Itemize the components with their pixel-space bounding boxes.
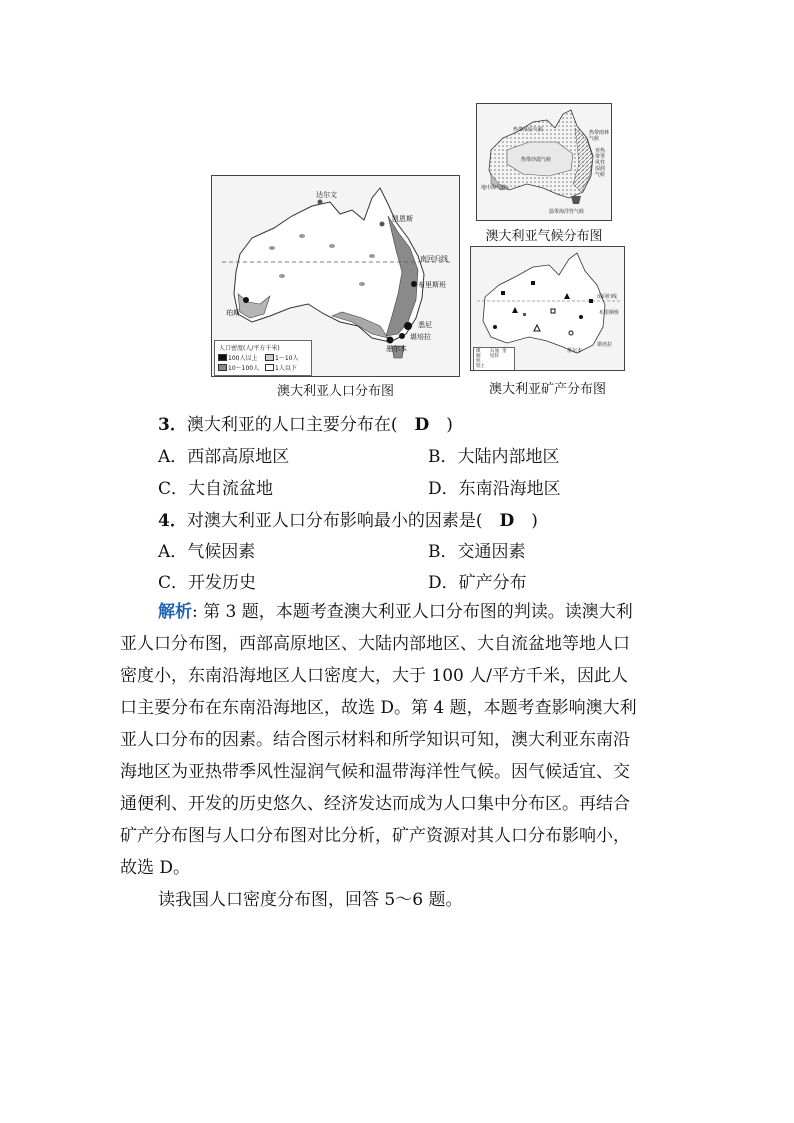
q4-option-d [428, 568, 527, 593]
analysis-label: 解析 [158, 602, 192, 622]
analysis-line-4: 口主要分布在东南沿海地区，故选 D。第 4 题，本题考查影响澳大利 [120, 698, 637, 718]
population-legend [214, 340, 312, 376]
q4-option-a [158, 537, 255, 562]
legend-title: 人口密度(人/平方千米) [219, 345, 280, 352]
q3-option-c-text: 大自流盆地 [188, 479, 274, 499]
q3-option-b-letter: B． [428, 447, 458, 467]
cairns-label: 凯恩斯 [392, 215, 413, 223]
climate-map [476, 103, 612, 221]
analysis-line-8: 矿产分布图与人口分布图对比分析，矿产资源对其人口分布影响小， [120, 826, 630, 846]
q3-option-c-letter: C． [158, 479, 189, 499]
question-4-answer: D [499, 511, 515, 531]
question-3-answer: D [414, 415, 430, 435]
climate-label-desert: 热带沙漠气候 [521, 157, 552, 163]
analysis-line-1 [158, 596, 633, 628]
q4-option-c-letter: C． [158, 573, 189, 593]
mineral-legend-iron: 铁 [476, 359, 481, 364]
mineral-legend-oil: 石油 [490, 349, 499, 354]
question-3-close: ) [446, 415, 453, 435]
q3-option-d-letter: D． [428, 479, 459, 499]
melbourne-label: 墨尔本 [386, 345, 407, 353]
q3-option-a [158, 442, 289, 467]
q4-option-a-text: 气候因素 [187, 542, 256, 562]
legend-swatch-100plus [218, 354, 227, 361]
q3-option-d-text: 东南沿海地区 [458, 479, 561, 499]
q3-option-d [428, 474, 561, 499]
mineral-brisbane-label: 布里斯班 [599, 310, 620, 316]
question-4-close: ) [531, 511, 538, 531]
legend-swatch-1to10 [265, 354, 274, 361]
legend-label-10to100: 10～100人 [228, 365, 260, 372]
q4-option-c-text: 开发历史 [188, 573, 257, 593]
mineral-legend-leadzinc: 铅锌 [490, 354, 499, 359]
q3-option-b [428, 442, 560, 467]
q3-option-a-letter: A． [158, 447, 188, 467]
analysis-line-6: 海地区为亚热带季风性湿润气候和温带海洋性气候。因气候适宜、交 [120, 762, 630, 782]
q3-option-b-text: 大陆内部地区 [457, 447, 560, 467]
mineral-map [470, 246, 625, 371]
question-3 [158, 410, 453, 435]
mineral-tropic-label: 南回归线 [597, 294, 618, 300]
mineral-legend-bauxite: 铝土 [476, 364, 485, 369]
climate-label-monsoon: 亚热带季风性湿润气候 [595, 148, 606, 178]
q3-option-a-text: 西部高原地区 [187, 447, 290, 467]
q4-option-d-text: 矿产分布 [458, 573, 527, 593]
tropic-label: 南回归线 [420, 255, 448, 263]
analysis-line-1-text: : 第 3 题，本题考查澳大利亚人口分布图的判读。读澳大利 [192, 602, 633, 622]
climate-label-oceanic: 温带海洋性气候 [549, 209, 585, 215]
q4-option-d-letter: D． [428, 573, 459, 593]
brisbane-label: 布里斯班 [418, 281, 446, 289]
q4-option-b-text: 交通因素 [457, 542, 526, 562]
mineral-map-caption: 澳大利亚矿产分布图 [488, 382, 606, 397]
climate-label-rainforest: 热带雨林气候 [589, 130, 610, 142]
sydney-label: 悉尼 [418, 321, 432, 329]
q4-option-b-letter: B． [428, 542, 458, 562]
mineral-legend-coal: 煤 [476, 349, 481, 354]
mineral-legend-copper: 铜 [476, 354, 481, 359]
climate-map-caption: 澳大利亚气候分布图 [485, 229, 603, 244]
legend-label-below1: 1人以下 [275, 365, 297, 372]
darwin-label: 达尔文 [316, 191, 337, 199]
q4-option-c [158, 568, 256, 593]
analysis-line-3: 密度小，东南沿海地区人口密度大，大于 100 人/平方千米，因此人 [120, 666, 628, 686]
next-question-prompt: 读我国人口密度分布图，回答 5～6 题。 [158, 890, 463, 910]
question-4-number: 4． [158, 511, 187, 531]
legend-label-100plus: 100人以上 [228, 355, 258, 362]
mineral-melbourne-label: 墨尔本 [567, 348, 583, 354]
mineral-canberra-label: 堪培拉 [597, 342, 613, 348]
question-4 [158, 506, 538, 531]
q3-option-c [158, 474, 273, 499]
analysis-line-9: 故选 D。 [120, 858, 191, 878]
question-3-number: 3． [158, 415, 187, 435]
population-map-caption: 澳大利亚人口分布图 [276, 384, 394, 399]
question-4-stem: 对澳大利亚人口分布影响最小的因素是( [186, 511, 483, 531]
legend-swatch-10to100 [218, 364, 227, 371]
q4-option-b [428, 537, 526, 562]
analysis-line-7: 通便利、开发的历史悠久、经济发达而成为人口集中分布区。再结合 [120, 794, 630, 814]
legend-label-1to10: 1～10人 [275, 355, 299, 362]
q4-option-a-letter: A． [158, 542, 188, 562]
analysis-line-5: 亚人口分布的因素。结合图示材料和所学知识可知，澳大利亚东南沿 [120, 730, 630, 750]
canberra-label: 堪培拉 [410, 333, 431, 341]
analysis-line-2: 亚人口分布图，西部高原地区、大陆内部地区、大自流盆地等地人口 [120, 634, 630, 654]
perth-label: 珀斯 [226, 309, 240, 317]
climate-label-savanna: 热带草原气候 [513, 127, 544, 133]
legend-swatch-below1 [265, 364, 274, 371]
question-3-stem: 澳大利亚的人口主要分布在( [186, 415, 398, 435]
mineral-legend-gold: 金 [502, 349, 507, 354]
mineral-legend [473, 347, 515, 371]
climate-label-mediterranean: 地中海气候 [481, 185, 507, 191]
